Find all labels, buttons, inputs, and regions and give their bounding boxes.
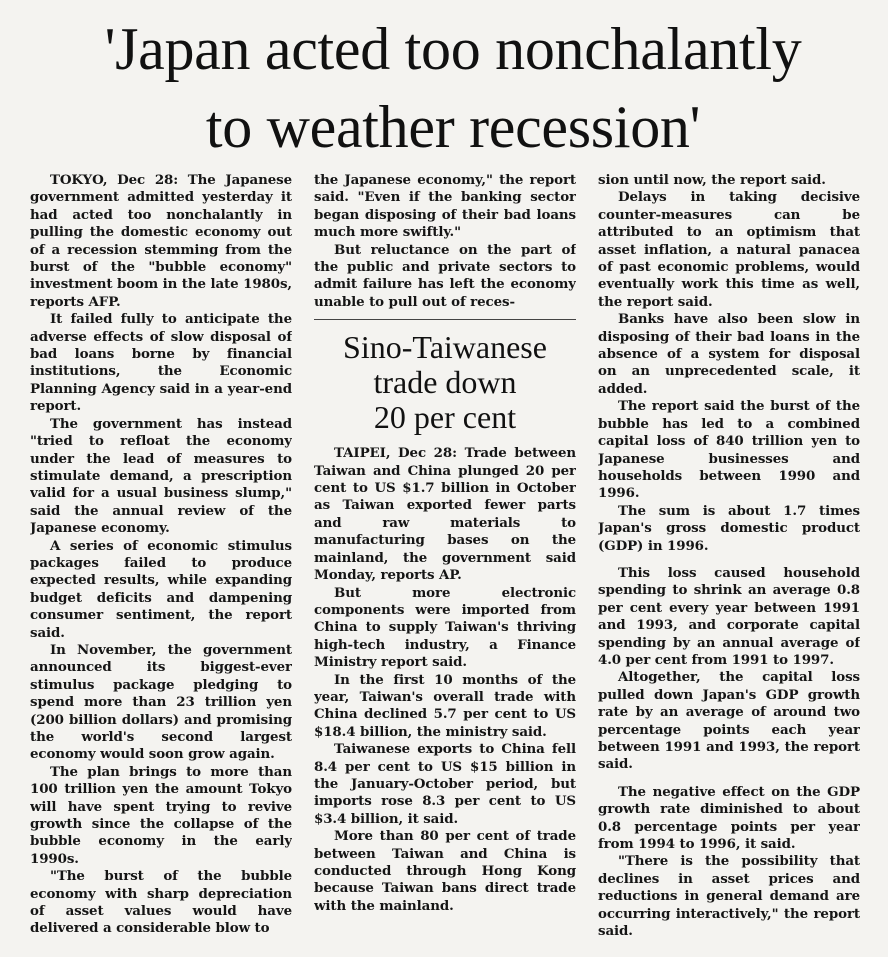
main-headline — [30, 10, 876, 166]
sub-headline — [314, 330, 576, 435]
article-paragraph: Delays in taking decisive counter-measures can be attributed to an optimism that asset inflation, a natural panacea of past economic problems, would eventually work this time as well, the report said. — [598, 189, 860, 310]
article-paragraph: TAIPEI, Dec 28: Trade between Taiwan and China plunged 20 per cent to US $1.7 billion in October as Taiwan exported fewer parts and raw materials to manufacturing bases on the mainland, the government said Monday, reports AP. — [314, 445, 576, 584]
article-paragraph: Banks have also been slow in disposing of their bad loans in the absence of a system for disposal on an unprecedented scale, it added. — [598, 311, 860, 397]
column-2 — [314, 172, 576, 953]
sub-headline-line-1: Sino-Taiwanese — [343, 329, 547, 366]
main-headline-line-2: to weather recession' — [205, 94, 701, 160]
article-paragraph: But more electronic components were imported from China to supply Taiwan's thriving high-tech industry, a Finance Ministry report said. — [314, 584, 576, 671]
article-paragraph: But reluctance on the part of the public and private sectors to admit failure has left the economy unable to pull out of reces- — [314, 241, 576, 310]
article-paragraph: In November, the government announced its biggest-ever stimulus package pledging to spend more than 23 trillion yen (200 billion dollars) and promising the world's second largest economy would soon grow again. — [30, 641, 292, 763]
main-headline-line-1: 'Japan acted too nonchalantly — [104, 16, 802, 82]
article-paragraph: The report said the burst of the bubble has led to a combined capital loss of 840 trillion yen to Japanese businesses and households between 1990 and 1996. — [598, 398, 860, 502]
article-paragraph: Altogether, the capital loss pulled down Japan's GDP growth rate by an average of around two percentage points each year between 1991 and 1993, the report said. — [598, 669, 860, 773]
article-paragraph: The plan brings to more than 100 trillion yen the amount Tokyo will have spent trying to revive growth since the collapse of the bubble economy in the early 1990s. — [30, 763, 292, 867]
column-3 — [598, 172, 860, 953]
column-1 — [30, 172, 292, 953]
article-paragraph: A series of economic stimulus packages failed to produce expected results, while expanding budget deficits and dampening consumer sentiment, the report said. — [30, 537, 292, 641]
article-paragraph: The negative effect on the GDP growth rate diminished to about 0.8 percentage points per year from 1994 to 1996, it said. — [598, 783, 860, 853]
article-paragraph: "The burst of the bubble economy with sharp depreciation of asset values would have delivered a considerable blow to — [30, 868, 292, 937]
sub-headline-line-2: trade down — [373, 364, 517, 401]
sub-headline-line-3: 20 per cent — [373, 399, 517, 436]
article-paragraph: TOKYO, Dec 28: The Japanese government admitted yesterday it had acted too nonchalantly in pulling the domestic economy out of a recession stemming from the burst of the "bubble economy" investment boom in the late 1980s, reports AFP. — [30, 172, 292, 310]
article-paragraph: The government has instead "tried to refloat the economy under the lead of measures to stimulate demand, a prescription valid for a usual business slump," said the annual review of the Japanese economy. — [30, 415, 292, 537]
section-divider — [314, 319, 576, 320]
article-paragraph: "There is the possibility that declines in asset prices and reductions in general demand are occurring interactively," the report said. — [598, 853, 860, 940]
article-paragraph: This loss caused household spending to shrink an average 0.8 per cent every year between 1991 and 1993, and corporate capital spending by an annual average of 4.0 per cent from 1991 to 1997. — [598, 564, 860, 668]
article-columns — [30, 172, 876, 953]
article-paragraph: More than 80 per cent of trade between Taiwan and China is conducted through Hong Kong because Taiwan bans direct trade with the mainland. — [314, 828, 576, 914]
article-paragraph: Taiwanese exports to China fell 8.4 per cent to US $15 billion in the January-October period, but imports rose 8.3 per cent to US $3.4 billion, it said. — [314, 741, 576, 827]
article-paragraph: It failed fully to anticipate the adverse effects of slow disposal of bad loans borne by financial institutions, the Economic Planning Agency said in a year-end report. — [30, 311, 292, 415]
article-paragraph: The sum is about 1.7 times Japan's gross domestic product (GDP) in 1996. — [598, 502, 860, 554]
article-paragraph: In the first 10 months of the year, Taiwan's overall trade with China declined 5.7 per cent to US $18.4 billion, the ministry said. — [314, 671, 576, 740]
article-paragraph: the Japanese economy," the report said. "Even if the banking sector began disposing of their bad loans much more swiftly." — [314, 172, 576, 241]
article-paragraph: sion until now, the report said. — [598, 172, 826, 188]
